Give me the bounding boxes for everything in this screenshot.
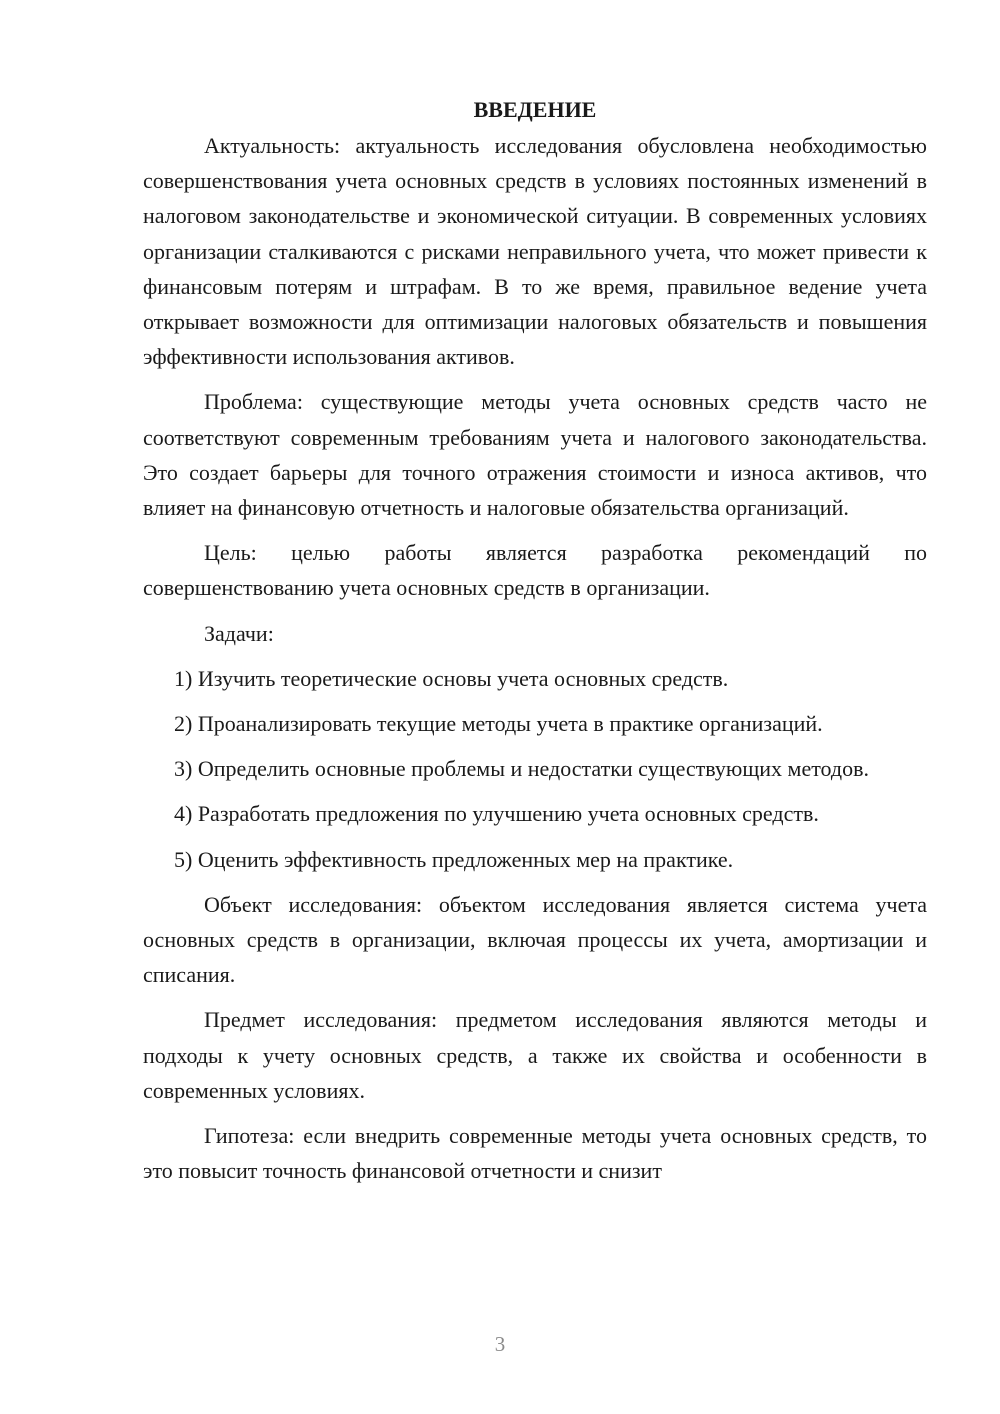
page-title: ВВЕДЕНИЕ xyxy=(473,97,597,122)
paragraph-problem: Проблема: существующие методы учета основных средств часто не соответствуют современным требованиям учета и налогового законодательства. Это создает барьеры для точного отражения стоимости и износа активов, что влияет на финансовую отчетность и налоговые обязательства организаций. xyxy=(143,389,927,521)
task-item-3: 3) Определить основные проблемы и недостатки существующих методов. xyxy=(174,756,870,782)
task-item-4: 4) Разработать предложения по улучшению учета основных средств. xyxy=(174,801,819,827)
page-number: 3 xyxy=(494,1332,506,1356)
paragraph-goal: Цель: целью работы является разработка рекомендаций по совершенствованию учета основных средств в организации. xyxy=(143,540,927,601)
tasks-heading: Задачи: xyxy=(204,620,274,646)
paragraph-hypothesis: Гипотеза: если внедрить современные методы учета основных средств, то это повысит точность финансовой отчетности и снизит xyxy=(143,1123,927,1184)
document-body xyxy=(143,92,927,1188)
task-item-5: 5) Оценить эффективность предложенных мер на практике. xyxy=(174,846,734,872)
paragraph-relevance: Актуальность: актуальность исследования обусловлена необходимостью совершенствования учета основных средств в условиях постоянных изменений в налоговом законодательстве и экономической ситуации. В современных условиях организации сталкиваются с рисками неправильного учета, что может привести к финансовым потерям и штрафам. В то же время, правильное ведение учета открывает возможности для оптимизации налоговых обязательств и повышения эффективности использования активов. xyxy=(143,133,927,370)
task-item-2: 2) Проанализировать текущие методы учета в практике организаций. xyxy=(174,711,823,737)
task-item-1: 1) Изучить теоретические основы учета основных средств. xyxy=(174,665,729,691)
paragraph-subject: Предмет исследования: предметом исследования являются методы и подходы к учету основных средств, а также их свойства и особенности в современных условиях. xyxy=(143,1007,927,1103)
paragraph-object: Объект исследования: объектом исследования является система учета основных средств в организации, включая процессы их учета, амортизации и списания. xyxy=(143,891,927,988)
